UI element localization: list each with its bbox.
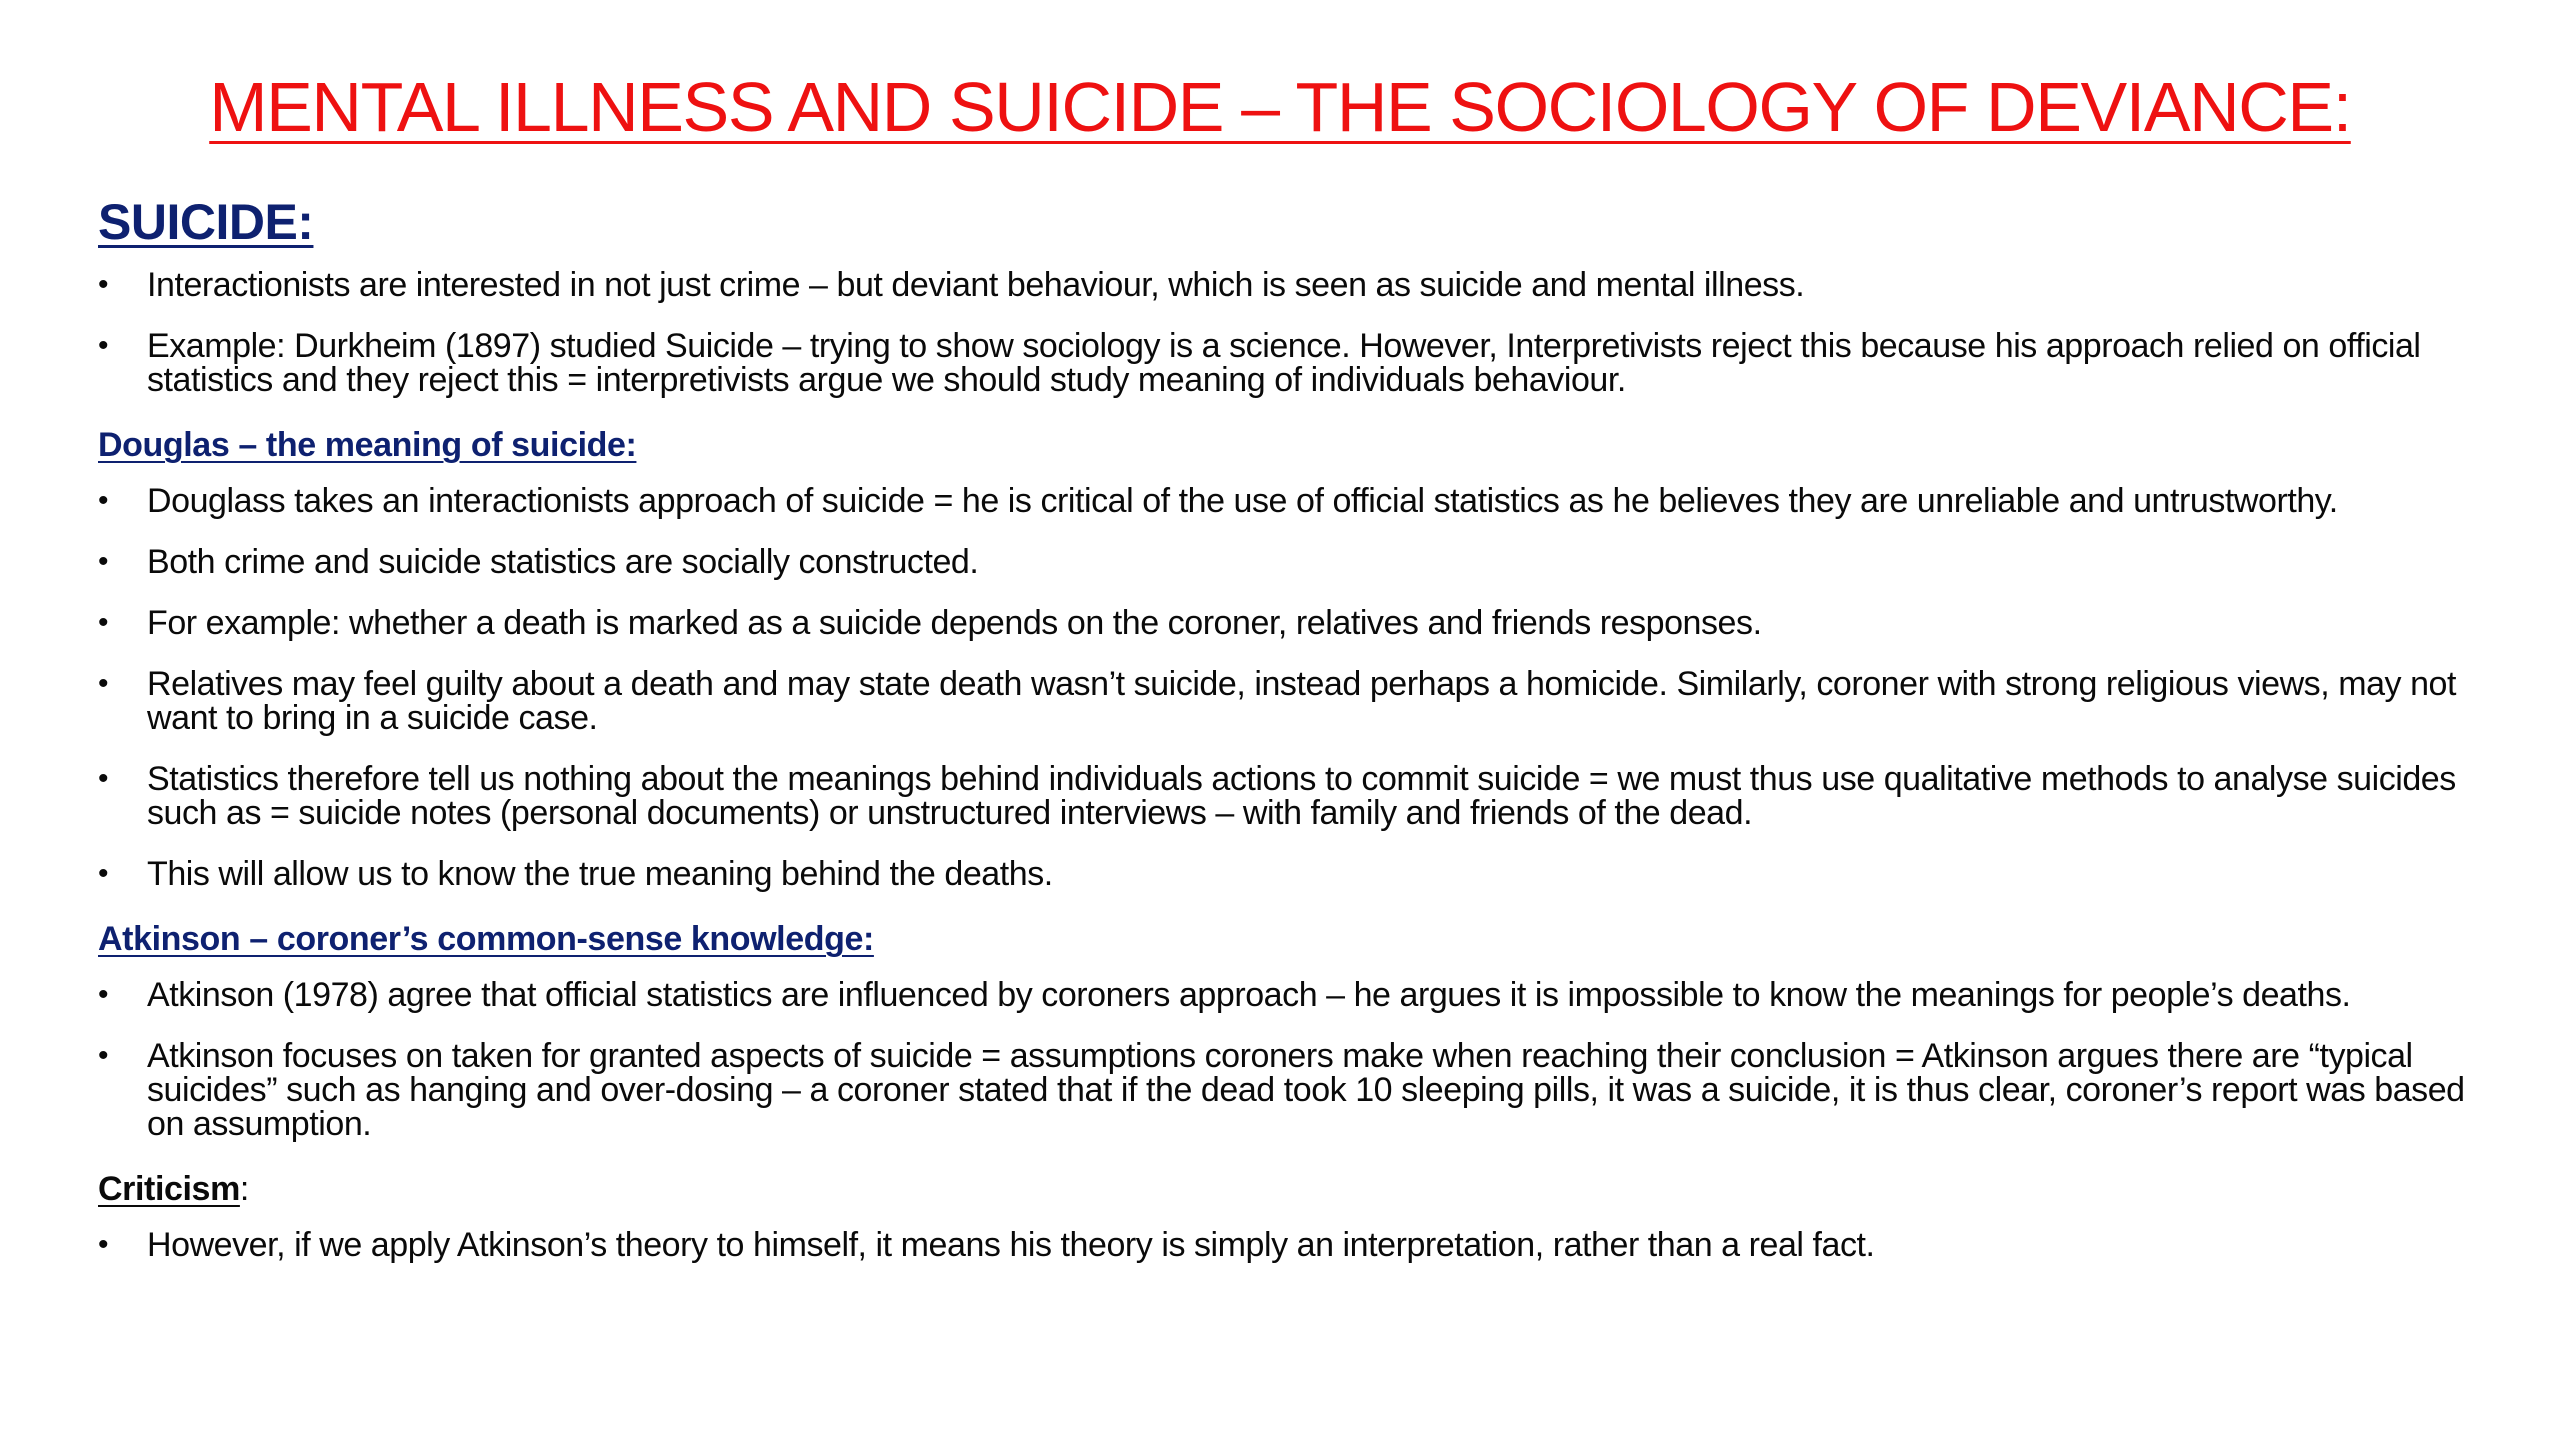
criticism-colon: : bbox=[239, 1170, 249, 1208]
bullet-item bbox=[98, 484, 2498, 518]
bullet-item bbox=[98, 268, 2498, 302]
bullet-item bbox=[98, 1039, 2498, 1141]
bullet-icon: • bbox=[98, 978, 109, 1011]
atkinson-heading: Atkinson – coroner’s common-sense knowledge: bbox=[98, 920, 874, 958]
bullet-icon: • bbox=[98, 484, 109, 517]
slide-title-text: MENTAL ILLNESS AND SUICIDE – THE SOCIOLOGY OF DEVIANCE: bbox=[209, 68, 2351, 146]
bullet-icon: • bbox=[98, 762, 109, 795]
bullet-text: This will allow us to know the true meaning behind the deaths. bbox=[147, 855, 1053, 893]
douglas-heading: Douglas – the meaning of suicide: bbox=[98, 426, 637, 464]
bullet-item bbox=[98, 667, 2498, 735]
criticism-heading-row bbox=[98, 1168, 2498, 1210]
intro-bullet-list bbox=[98, 268, 2498, 397]
bullet-icon: • bbox=[98, 1039, 109, 1072]
bullet-icon: • bbox=[98, 606, 109, 639]
section-heading-suicide: SUICIDE: bbox=[98, 194, 314, 250]
slide-content bbox=[98, 192, 2498, 1289]
bullet-icon: • bbox=[98, 268, 109, 301]
bullet-text: Both crime and suicide statistics are socially constructed. bbox=[147, 543, 979, 581]
criticism-heading: Criticism bbox=[98, 1170, 240, 1208]
bullet-icon: • bbox=[98, 545, 109, 578]
bullet-text: Statistics therefore tell us nothing about the meanings behind individuals actions to commit suicide = we must thus use qualitative methods to analyse suicides such as = suicide notes (personal documents) or unstructured interviews – with family and friends of the dead. bbox=[147, 760, 2456, 832]
bullet-text: Relatives may feel guilty about a death and may state death wasn’t suicide, instead perhaps a homicide. Similarly, coroner with strong religious views, may not want to bring in a suicide case. bbox=[147, 665, 2457, 737]
bullet-icon: • bbox=[98, 857, 109, 890]
bullet-text: For example: whether a death is marked as a suicide depends on the coroner, relatives and friends responses. bbox=[147, 604, 1762, 642]
bullet-item bbox=[98, 1228, 2498, 1262]
bullet-icon: • bbox=[98, 1228, 109, 1261]
bullet-item bbox=[98, 857, 2498, 891]
bullet-text: Douglass takes an interactionists approach of suicide = he is critical of the use of official statistics as he believes they are unreliable and untrustworthy. bbox=[147, 482, 2338, 520]
bullet-text: Atkinson (1978) agree that official statistics are influenced by coroners approach – he argues it is impossible to know the meanings for people’s deaths. bbox=[147, 976, 2351, 1014]
bullet-text: Example: Durkheim (1897) studied Suicide – trying to show sociology is a science. However, Interpretivists reject this because his approach relied on official statistics and they reject this = interpretivists argue we should study meaning of individuals behaviour. bbox=[147, 327, 2421, 399]
criticism-bullet-list bbox=[98, 1228, 2498, 1262]
bullet-item bbox=[98, 329, 2498, 397]
bullet-text: Atkinson focuses on taken for granted aspects of suicide = assumptions coroners make when reaching their conclusion = Atkinson argues there are “typical suicides” such as hanging and over-dosing – a coroner stated that if the dead took 10 sleeping pills, it was a suicide, it is thus clear, coroner’s report was based on assumption. bbox=[147, 1037, 2465, 1143]
bullet-item bbox=[98, 978, 2498, 1012]
bullet-item bbox=[98, 762, 2498, 830]
bullet-icon: • bbox=[98, 667, 109, 700]
bullet-text: However, if we apply Atkinson’s theory to himself, it means his theory is simply an interpretation, rather than a real fact. bbox=[147, 1226, 1875, 1264]
bullet-icon: • bbox=[98, 329, 109, 362]
bullet-text: Interactionists are interested in not just crime – but deviant behaviour, which is seen as suicide and mental illness. bbox=[147, 266, 1805, 304]
slide-title bbox=[0, 62, 2560, 152]
bullet-item bbox=[98, 606, 2498, 640]
bullet-item bbox=[98, 545, 2498, 579]
atkinson-bullet-list bbox=[98, 978, 2498, 1141]
douglas-bullet-list bbox=[98, 484, 2498, 891]
